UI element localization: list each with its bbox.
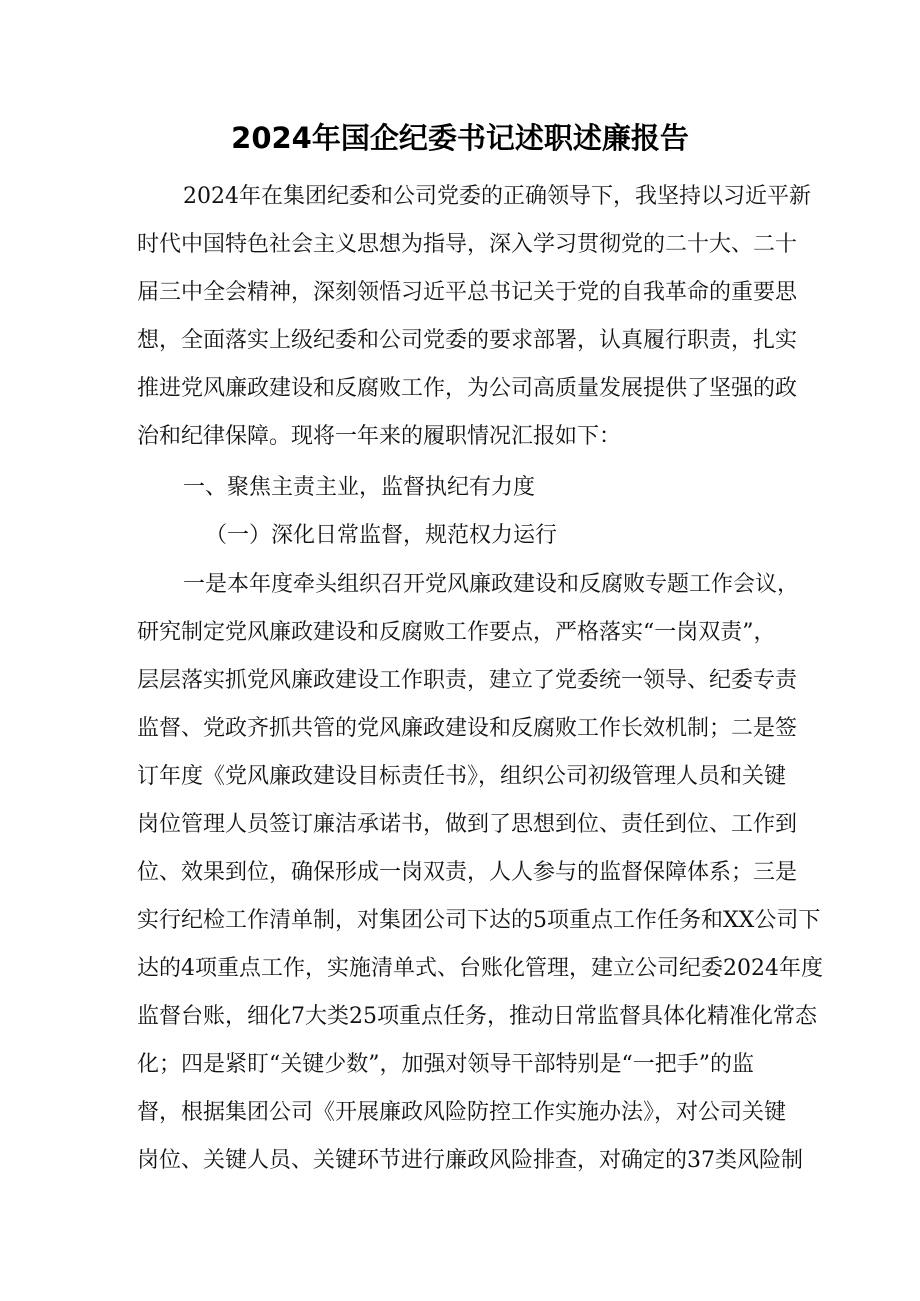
- paragraph-line: 监督、党政齐抓共管的党风廉政建设和反腐败工作长效机制；二是签: [137, 716, 798, 741]
- paragraph-line: 监督台账，细化7大类25项重点任务，推动日常监督具体化精准化常态: [137, 1004, 817, 1029]
- subsection-heading: （一）深化日常监督，规范权力运行: [205, 523, 558, 548]
- paragraph-line: 岗位、关键人员、关键环节进行廉政风险排查，对确定的37类风险制: [137, 1148, 803, 1173]
- paragraph-line: 届三中全会精神，深刻领悟习近平总书记关于党的自我革命的重要思: [137, 280, 798, 305]
- paragraph-line: 督，根据集团公司《开展廉政风险防控工作实施办法》，对公司关键: [137, 1100, 787, 1125]
- paragraph-line: 想，全面落实上级纪委和公司党委的要求部署，认真履行职责，扎实: [137, 328, 798, 353]
- paragraph-line: 达的4项重点工作，实施清单式、台账化管理，建立公司纪委2024年度: [137, 956, 823, 981]
- paragraph-line: 层层落实抓党风廉政建设工作职责，建立了党委统一领导、纪委专责: [137, 668, 798, 693]
- paragraph-line: 治和纪律保障。现将一年来的履职情况汇报如下：: [137, 424, 622, 449]
- paragraph-line: 订年度《党风廉政建设目标责任书》，组织公司初级管理人员和关键: [137, 764, 787, 789]
- paragraph-line: 位、效果到位，确保形成一岗双责，人人参与的监督保障体系；三是: [137, 860, 798, 885]
- paragraph-line: 化；四是紧盯“关键少数”，加强对领导干部特别是“一把手”的监: [137, 1052, 754, 1077]
- paragraph-line: 一是本年度牵头组织召开党风廉政建设和反腐败专题工作会议，: [183, 572, 800, 597]
- paragraph-line: 时代中国特色社会主义思想为指导，深入学习贯彻党的二十大、二十: [137, 232, 798, 257]
- paragraph-line: 2024年在集团纪委和公司党委的正确领导下，我坚持以习近平新: [183, 184, 811, 209]
- paragraph-line: 研究制定党风廉政建设和反腐败工作要点，严格落实“一岗双责”，: [137, 620, 776, 645]
- paragraph-line: 岗位管理人员签订廉洁承诺书，做到了思想到位、责任到位、工作到: [137, 812, 798, 837]
- document-title: 2024年国企纪委书记述职述廉报告: [231, 121, 689, 155]
- paragraph-line: 实行纪检工作清单制，对集团公司下达的5项重点工作任务和XX公司下: [137, 908, 821, 933]
- section-heading: 一、聚焦主责主业，监督执纪有力度: [183, 475, 536, 500]
- paragraph-line: 推进党风廉政建设和反腐败工作，为公司高质量发展提供了坚强的政: [137, 376, 798, 401]
